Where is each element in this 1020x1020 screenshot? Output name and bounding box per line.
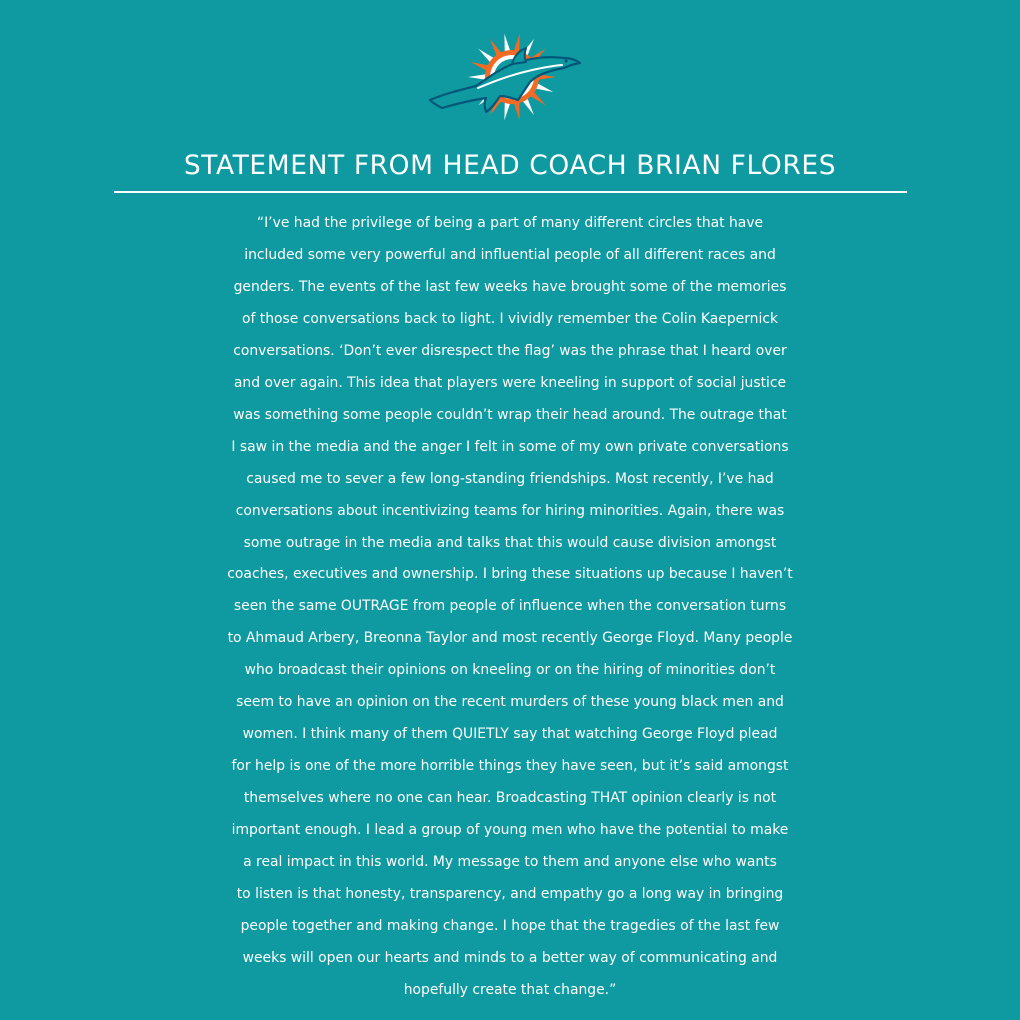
statement-body bbox=[0, 208, 1020, 1007]
statement-line: conversations about incentivizing teams for hiring minorities. Again, there was bbox=[235, 502, 785, 519]
statement-line: important enough. I lead a group of young men who have the potential to make bbox=[231, 822, 789, 839]
statement-line: seen the same OUTRAGE from people of influence when the conversation turns bbox=[233, 598, 787, 615]
statement-line: I saw in the media and the anger I felt in some of my own private conversations bbox=[231, 438, 789, 455]
statement-line: included some very powerful and influential people of all different races and bbox=[244, 246, 776, 263]
dolphin-logo-icon bbox=[426, 28, 586, 128]
statement-line: conversations. ‘Don’t ever disrespect the flag’ was the phrase that I heard over bbox=[233, 342, 787, 359]
statement-line: was something some people couldn’t wrap their head around. The outrage that bbox=[233, 406, 787, 423]
statement-line: of those conversations back to light. I vividly remember the Colin Kaepernick bbox=[241, 310, 779, 327]
statement-line: “I’ve had the privilege of being a part of many different circles that have bbox=[256, 215, 764, 231]
statement-line: who broadcast their opinions on kneeling or on the hiring of minorities don’t bbox=[244, 662, 776, 679]
statement-line: to listen is that honesty, transparency, and empathy go a long way in bringing bbox=[236, 886, 784, 903]
statement-line: weeks will open our hearts and minds to a better way of communicating and bbox=[242, 949, 778, 966]
statement-title: STATEMENT FROM HEAD COACH BRIAN FLORES bbox=[183, 150, 837, 181]
statement-line: seem to have an opinion on the recent murders of these young black men and bbox=[236, 694, 784, 711]
statement-line: for help is one of the more horrible things they have seen, but it’s said amongst bbox=[231, 758, 789, 775]
dolphin-eye bbox=[564, 59, 567, 62]
statement-line: coaches, executives and ownership. I bring these situations up because I haven’t bbox=[227, 566, 793, 583]
statement-line: women. I think many of them QUIETLY say that watching George Floyd plead bbox=[242, 726, 778, 743]
title-underline bbox=[114, 191, 907, 193]
statement-line: people together and making change. I hope that the tragedies of the last few bbox=[240, 917, 780, 934]
statement-line: some outrage in the media and talks that this would cause division amongst bbox=[243, 534, 777, 551]
statement-line: and over again. This idea that players were kneeling in support of social justice bbox=[233, 374, 787, 391]
statement-line: to Ahmaud Arbery, Breonna Taylor and most recently George Floyd. Many people bbox=[227, 630, 793, 647]
statement-line: hopefully create that change.” bbox=[403, 981, 617, 998]
statement-line: caused me to sever a few long-standing friendships. Most recently, I’ve had bbox=[246, 470, 774, 487]
dolphin-sunburst-logo bbox=[426, 28, 586, 128]
statement-line: genders. The events of the last few weeks have brought some of the memories bbox=[233, 278, 787, 295]
statement-line: a real impact in this world. My message to them and anyone else who wants bbox=[243, 854, 777, 871]
statement-line: themselves where no one can hear. Broadcasting THAT opinion clearly is not bbox=[243, 790, 777, 807]
